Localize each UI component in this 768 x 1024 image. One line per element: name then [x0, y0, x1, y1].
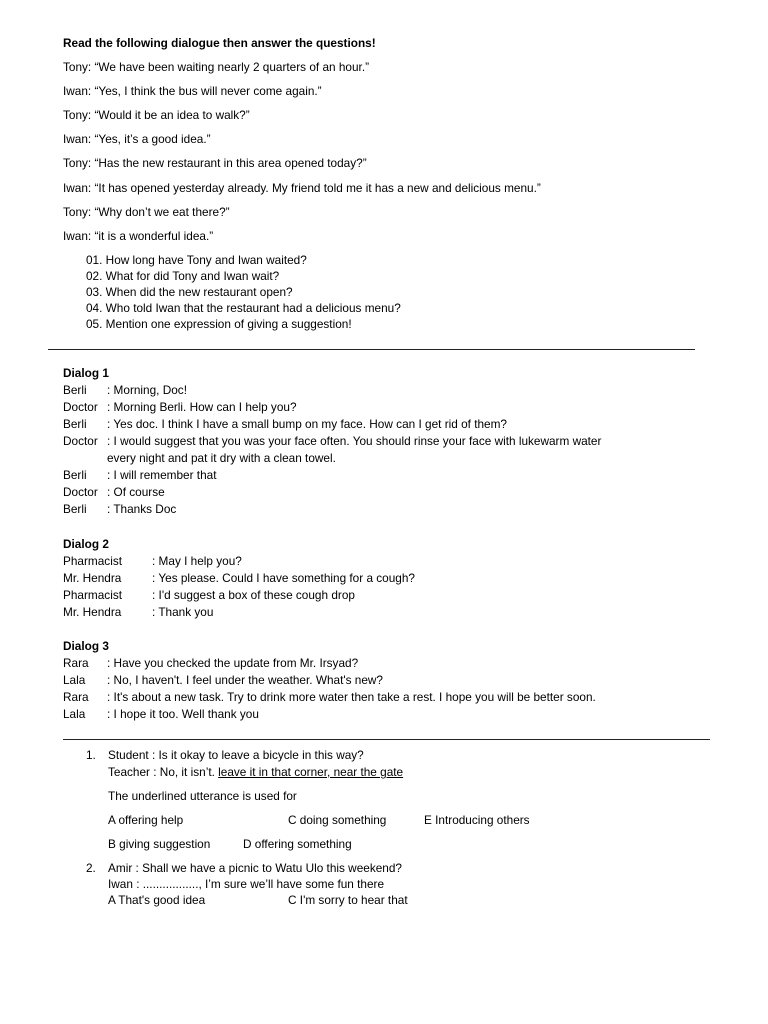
speaker: Doctor	[63, 400, 98, 414]
utterance: : Thanks Doc	[107, 502, 177, 516]
dialogue-line	[63, 60, 369, 74]
utterance: “It has opened yesterday already. My friend told me it has a new and delicious menu.”	[94, 181, 541, 195]
question-number: 2.	[86, 861, 96, 875]
dialogue-line	[63, 181, 541, 195]
utterance: : Yes please. Could I have something for a cough?	[152, 571, 415, 585]
utterance: “Yes, it’s a good idea.”	[94, 132, 211, 146]
question-line	[108, 765, 403, 779]
utterance: : No, I haven't. I feel under the weather. What's new?	[107, 673, 383, 687]
underlined-utterance: leave it in that corner, near the gate	[218, 765, 404, 779]
speaker: Tony:	[63, 108, 92, 122]
speaker: Tony:	[63, 205, 92, 219]
utterance: : Thank you	[152, 605, 214, 619]
dialog-line	[63, 673, 383, 687]
utterance: every night and pat it dry with a clean towel.	[107, 451, 336, 465]
question-item: 01. How long have Tony and Iwan waited?	[86, 253, 307, 267]
speaker: Lala	[63, 673, 86, 687]
dialogue-line	[63, 108, 250, 122]
speaker: Mr. Hendra	[63, 571, 122, 585]
speaker: Iwan:	[63, 132, 92, 146]
dialog-line	[63, 383, 187, 397]
speaker: Lala	[63, 707, 86, 721]
utterance: : Morning Berli. How can I help you?	[107, 400, 297, 414]
option-a: A That's good idea	[108, 893, 206, 907]
utterance: : Of course	[107, 485, 165, 499]
instruction-heading: Read the following dialogue then answer the questions!	[63, 36, 376, 50]
dialog2-title: Dialog 2	[63, 537, 109, 551]
utterance: “Why don’t we eat there?”	[94, 205, 230, 219]
dialog-line	[63, 502, 176, 516]
dialog1-title: Dialog 1	[63, 366, 109, 380]
utterance: “it is a wonderful idea.”	[94, 229, 214, 243]
utterance: : May I help you?	[152, 554, 242, 568]
dialog-line	[63, 417, 507, 431]
speaker: Pharmacist	[63, 588, 123, 602]
utterance: : I will remember that	[107, 468, 217, 482]
option-d: D offering something	[243, 837, 352, 851]
speaker: Pharmacist	[63, 554, 123, 568]
speaker: Berli	[63, 383, 87, 397]
speaker: Rara	[63, 656, 89, 670]
dialog-line	[63, 690, 596, 704]
speaker: Iwan:	[63, 229, 92, 243]
speaker: Rara	[63, 690, 89, 704]
dialog-line	[63, 400, 297, 414]
dialog-line	[63, 571, 415, 585]
dialog-line	[63, 468, 216, 482]
utterance: : It's about a new task. Try to drink more water then take a rest. I hope you will be better soon.	[107, 690, 596, 704]
option-c: C doing something	[288, 813, 387, 827]
speaker: Doctor	[63, 485, 98, 499]
teacher-reply: Teacher : No, it isn’t.	[108, 765, 219, 779]
dialogue-line	[63, 205, 230, 219]
question-prompt: The underlined utterance is used for	[108, 789, 297, 803]
divider	[63, 739, 710, 740]
question-item: 03. When did the new restaurant open?	[86, 285, 293, 299]
dialogue-line	[63, 84, 322, 98]
speaker: Doctor	[63, 434, 98, 448]
utterance: “We have been waiting nearly 2 quarters of an hour.”	[94, 60, 370, 74]
question-number: 1.	[86, 748, 96, 762]
utterance: : I hope it too. Well thank you	[107, 707, 259, 721]
question-item: 04. Who told Iwan that the restaurant had a delicious menu?	[86, 301, 401, 315]
dialog-line	[63, 554, 242, 568]
utterance: : Yes doc. I think I have a small bump on my face. How can I get rid of them?	[107, 417, 507, 431]
option-c: C I'm sorry to hear that	[288, 893, 408, 907]
question-line: Amir : Shall we have a picnic to Watu Ulo this weekend?	[108, 861, 402, 875]
question-item: 02. What for did Tony and Iwan wait?	[86, 269, 280, 283]
option-a: A offering help	[108, 813, 184, 827]
speaker: Iwan:	[63, 84, 92, 98]
dialog-line	[63, 485, 165, 499]
dialog-line	[63, 588, 355, 602]
utterance: : I'd suggest a box of these cough drop	[152, 588, 355, 602]
utterance: “Has the new restaurant in this area opened today?”	[94, 156, 367, 170]
utterance: “Yes, I think the bus will never come again.”	[94, 84, 322, 98]
speaker: Tony:	[63, 60, 92, 74]
dialog-line	[63, 656, 358, 670]
divider	[48, 349, 695, 350]
speaker: Berli	[63, 468, 87, 482]
speaker: Berli	[63, 502, 87, 516]
dialogue-line	[63, 156, 367, 170]
option-b: B giving suggestion	[108, 837, 211, 851]
question-line: Student : Is it okay to leave a bicycle in this way?	[108, 748, 364, 762]
speaker: Tony:	[63, 156, 92, 170]
dialog-line	[63, 605, 213, 619]
dialog3-title: Dialog 3	[63, 639, 109, 653]
question-line: Iwan : ................., I’m sure we’ll have some fun there	[108, 877, 385, 891]
utterance: : I would suggest that you was your face often. You should rinse your face with lukewarm water	[107, 434, 602, 448]
utterance: “Would it be an idea to walk?”	[94, 108, 250, 122]
dialogue-line	[63, 229, 213, 243]
speaker: Mr. Hendra	[63, 605, 122, 619]
utterance: : Morning, Doc!	[107, 383, 187, 397]
speaker: Iwan:	[63, 181, 92, 195]
dialog-line	[107, 451, 336, 465]
question-item: 05. Mention one expression of giving a suggestion!	[86, 317, 352, 331]
speaker: Berli	[63, 417, 87, 431]
dialog-line	[63, 707, 259, 721]
dialog-line	[63, 434, 601, 448]
utterance: : Have you checked the update from Mr. Irsyad?	[107, 656, 359, 670]
dialogue-line	[63, 132, 211, 146]
option-e: E Introducing others	[424, 813, 530, 827]
